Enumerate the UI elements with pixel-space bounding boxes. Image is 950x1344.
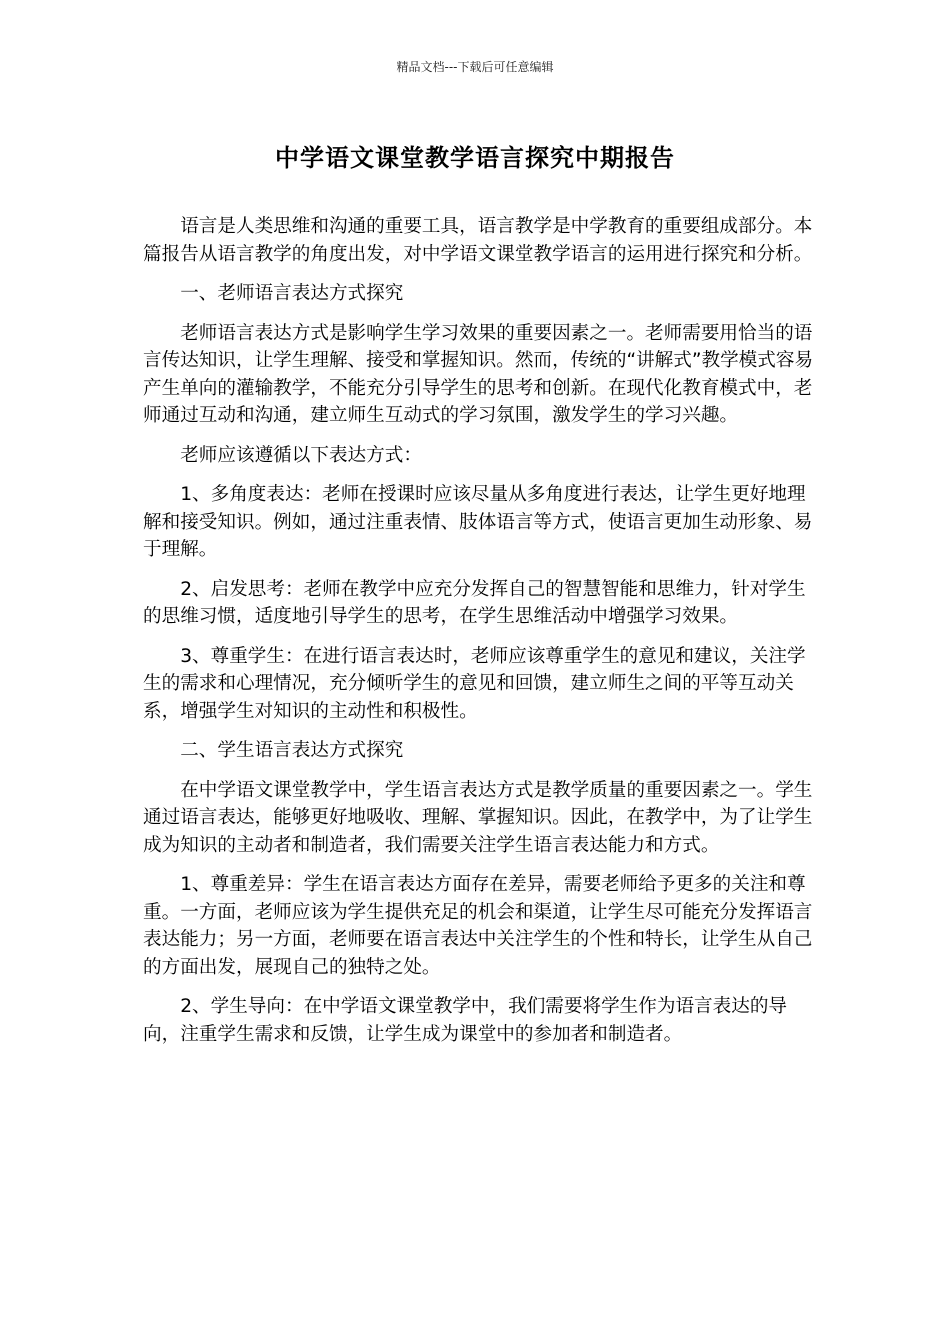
- section-heading-2: 二、学生语言表达方式探究: [180, 740, 404, 761]
- list-item: 1、尊重差异：学生在语言表达方面存在差异，需要老师给予更多的关注和尊重。一方面，老师应该为学生提供充足的机会和渠道，让学生尽可能充分发挥语言表达能力；另一方面，老师要在语言表达中关注学生的个性和特长，让学生从自己的方面出发，展现自己的独特之处。: [143, 874, 813, 978]
- list-item: 3、尊重学生：在进行语言表达时，老师应该尊重学生的意见和建议，关注学生的需求和心理情况，充分倾听学生的意见和回馈，建立师生之间的平等互动关系，增强学生对知识的主动性和积极性。: [143, 645, 806, 722]
- paragraph: 老师语言表达方式是影响学生学习效果的重要因素之一。老师需要用恰当的语言传达知识，让学生理解、接受和掌握知识。然而，传统的“讲解式”教学模式容易产生单向的灌输教学，不能充分引导学生的思考和创新。在现代化教育模式中，老师通过互动和沟通，建立师生互动式的学习氛围，激发学生的学习兴趣。: [143, 322, 814, 426]
- list-item: 2、启发思考：老师在教学中应充分发挥自己的智慧智能和思维力，针对学生的思维习惯，适度地引导学生的思考，在学生思维活动中增强学习效果。: [143, 578, 806, 627]
- page-header: 精品文档---下载后可任意编辑: [396, 60, 554, 74]
- document-title: 中学语文课堂教学语言探究中期报告: [275, 144, 675, 172]
- section-heading-1: 一、老师语言表达方式探究: [180, 283, 404, 304]
- list-item: 2、学生导向：在中学语文课堂教学中，我们需要将学生作为语言表达的导向，注重学生需求和反馈，让学生成为课堂中的参加者和制造者。: [143, 996, 788, 1045]
- paragraph: 在中学语文课堂教学中，学生语言表达方式是教学质量的重要因素之一。学生通过语言表达，能够更好地吸收、理解、掌握知识。因此，在教学中，为了让学生成为知识的主动者和制造者，我们需要关注学生语言表达能力和方式。: [143, 779, 813, 856]
- paragraph-intro: 语言是人类思维和沟通的重要工具，语言教学是中学教育的重要组成部分。本篇报告从语言教学的角度出发，对中学语文课堂教学语言的运用进行探究和分析。: [143, 216, 813, 265]
- list-item: 1、多角度表达：老师在授课时应该尽量从多角度进行表达，让学生更好地理解和接受知识。例如，通过注重表情、肢体语言等方式，使语言更加生动形象、易于理解。: [143, 484, 813, 560]
- document-body: [143, 213, 815, 1060]
- paragraph: 老师应该遵循以下表达方式：: [180, 444, 422, 466]
